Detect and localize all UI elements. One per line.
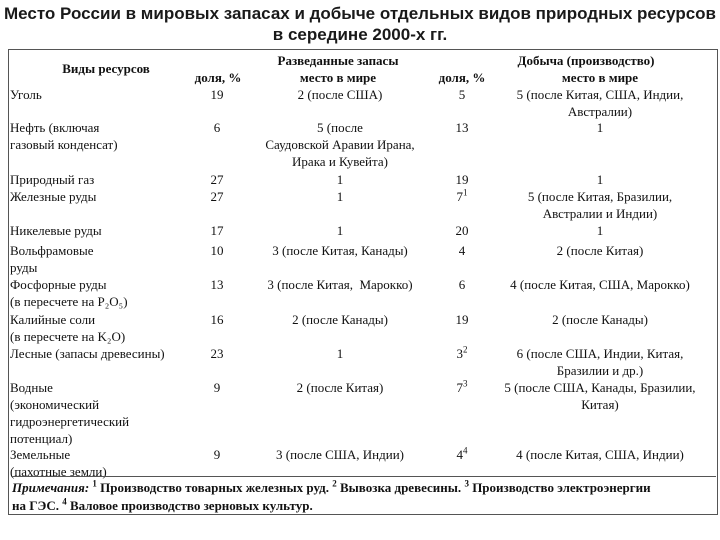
row-reserves-rank: 1 bbox=[336, 172, 344, 187]
row-production-share: 4 bbox=[458, 243, 466, 258]
note-3-text-cont: на ГЭС. bbox=[12, 498, 63, 513]
note-1-number: 1 bbox=[92, 478, 97, 489]
row-reserves-share: 6 bbox=[213, 120, 221, 135]
row-production-share: 19 bbox=[455, 172, 469, 187]
row-production-rank: 1 bbox=[596, 223, 604, 238]
row-production-share-value: 4 bbox=[456, 447, 463, 462]
row-resource-name: Лесные (запасы древесины) bbox=[10, 346, 165, 361]
row-production-share bbox=[426, 345, 498, 362]
row-reserves-share: 10 bbox=[210, 243, 224, 258]
row-production-rank: 4 (после Китая, США, Марокко) bbox=[510, 277, 690, 292]
note-4-number: 4 bbox=[62, 496, 67, 507]
row-reserves-share: 23 bbox=[210, 346, 224, 361]
row-resource-name: Вольфрамовые руды bbox=[10, 243, 94, 275]
row-reserves-share: 9 bbox=[213, 380, 221, 395]
row-production-rank: 1 bbox=[596, 172, 604, 187]
row-reserves-share: 9 bbox=[213, 447, 221, 462]
row-reserves-rank: 3 (после США, Индии) bbox=[275, 447, 404, 462]
header-reserves-rank: место в мире bbox=[299, 70, 377, 85]
footnotes bbox=[12, 476, 716, 515]
row-resource-name: Железные руды bbox=[10, 189, 97, 204]
header-reserves-share: доля, % bbox=[194, 70, 242, 85]
row-reserves-share: 13 bbox=[210, 277, 224, 292]
row-reserves-rank: 2 (после Китая) bbox=[296, 380, 384, 395]
header-production-rank: место в мире bbox=[561, 70, 639, 85]
row-production-share bbox=[426, 446, 498, 463]
row-resource-name: Земельные (пахотные земли) bbox=[10, 447, 107, 479]
row-production-share: 5 bbox=[458, 87, 466, 102]
row-reserves-rank: 5 (после Саудовской Аравии Ирана, Ирака и Кувейта) bbox=[265, 120, 415, 169]
row-production-rank: 5 (после Китая, Бразилии, Австралии и Индии) bbox=[527, 189, 673, 221]
row-resource-name: Нефть (включая газовый конденсат) bbox=[10, 120, 118, 152]
row-resource-name: Водные (экономический гидроэнергетический потенциал) bbox=[10, 380, 130, 446]
header-production: Добыча (производство) bbox=[517, 53, 655, 68]
row-production-share: 20 bbox=[455, 223, 469, 238]
row-reserves-rank: 3 (после Китая, Марокко) bbox=[267, 277, 413, 292]
row-production-share-value: 7 bbox=[456, 189, 463, 204]
row-production-share: 19 bbox=[455, 312, 469, 327]
note-1-text: Производство товарных железных руд. bbox=[96, 480, 333, 495]
row-reserves-rank: 1 bbox=[336, 189, 344, 204]
header-production-share: доля, % bbox=[438, 70, 486, 85]
row-reserves-share: 19 bbox=[210, 87, 224, 102]
row-resource-name: Природный газ bbox=[10, 172, 95, 187]
row-reserves-share: 17 bbox=[210, 223, 224, 238]
header-resources: Виды ресурсов bbox=[62, 61, 150, 76]
row-production-rank: 2 (после Китая) bbox=[556, 243, 644, 258]
row-production-share: 6 bbox=[458, 277, 466, 292]
notes-label: Примечания: bbox=[12, 480, 90, 495]
row-production-footnote: 3 bbox=[463, 378, 468, 389]
page-title: Место России в мировых запасах и добыче отдельных видов природных ресурсов в середине 2000-х гг. bbox=[3, 4, 717, 44]
row-production-share: 13 bbox=[455, 120, 469, 135]
row-production-share bbox=[426, 188, 498, 205]
row-reserves-rank: 1 bbox=[336, 223, 344, 238]
row-production-rank: 5 (после США, Канады, Бразилии, Китая) bbox=[504, 380, 696, 412]
row-production-share bbox=[426, 379, 498, 396]
row-resource-name: Калийные соли (в пересчете на K₂O) bbox=[10, 312, 126, 344]
row-reserves-share: 27 bbox=[210, 189, 224, 204]
row-reserves-rank: 2 (после США) bbox=[297, 87, 383, 102]
row-reserves-share: 16 bbox=[210, 312, 224, 327]
row-production-footnote: 2 bbox=[463, 344, 468, 355]
row-production-share-value: 7 bbox=[456, 380, 463, 395]
note-2-text: Вывозка древесины. bbox=[336, 480, 465, 495]
note-4-text: Валовое производство зерновых культур. bbox=[66, 498, 313, 513]
row-production-footnote: 4 bbox=[463, 445, 468, 456]
row-reserves-rank: 1 bbox=[336, 346, 344, 361]
row-production-rank: 2 (после Канады) bbox=[552, 312, 648, 327]
row-production-rank: 4 (после Китая, США, Индии) bbox=[516, 447, 684, 462]
row-reserves-rank: 2 (после Канады) bbox=[292, 312, 388, 327]
row-production-share-value: 3 bbox=[456, 346, 463, 361]
row-production-footnote: 1 bbox=[463, 187, 468, 198]
row-resource-name: Никелевые руды bbox=[10, 223, 102, 238]
header-reserves: Разведанные запасы bbox=[277, 53, 399, 68]
row-reserves-share: 27 bbox=[210, 172, 224, 187]
row-production-rank: 6 (после США, Индии, Китая, Бразилии и др.) bbox=[516, 346, 684, 378]
row-resource-name: Уголь bbox=[10, 87, 42, 102]
note-3-text: Производство электроэнергии bbox=[468, 480, 651, 495]
row-production-rank: 5 (после Китая, США, Индии, Австралии) bbox=[516, 87, 684, 119]
row-reserves-rank: 3 (после Китая, Канады) bbox=[272, 243, 408, 258]
row-resource-name: Фосфорные руды (в пересчете на P₂O₅) bbox=[10, 277, 128, 309]
note-2-number: 2 bbox=[332, 478, 337, 489]
note-3-number: 3 bbox=[464, 478, 469, 489]
row-production-rank: 1 bbox=[596, 120, 604, 135]
